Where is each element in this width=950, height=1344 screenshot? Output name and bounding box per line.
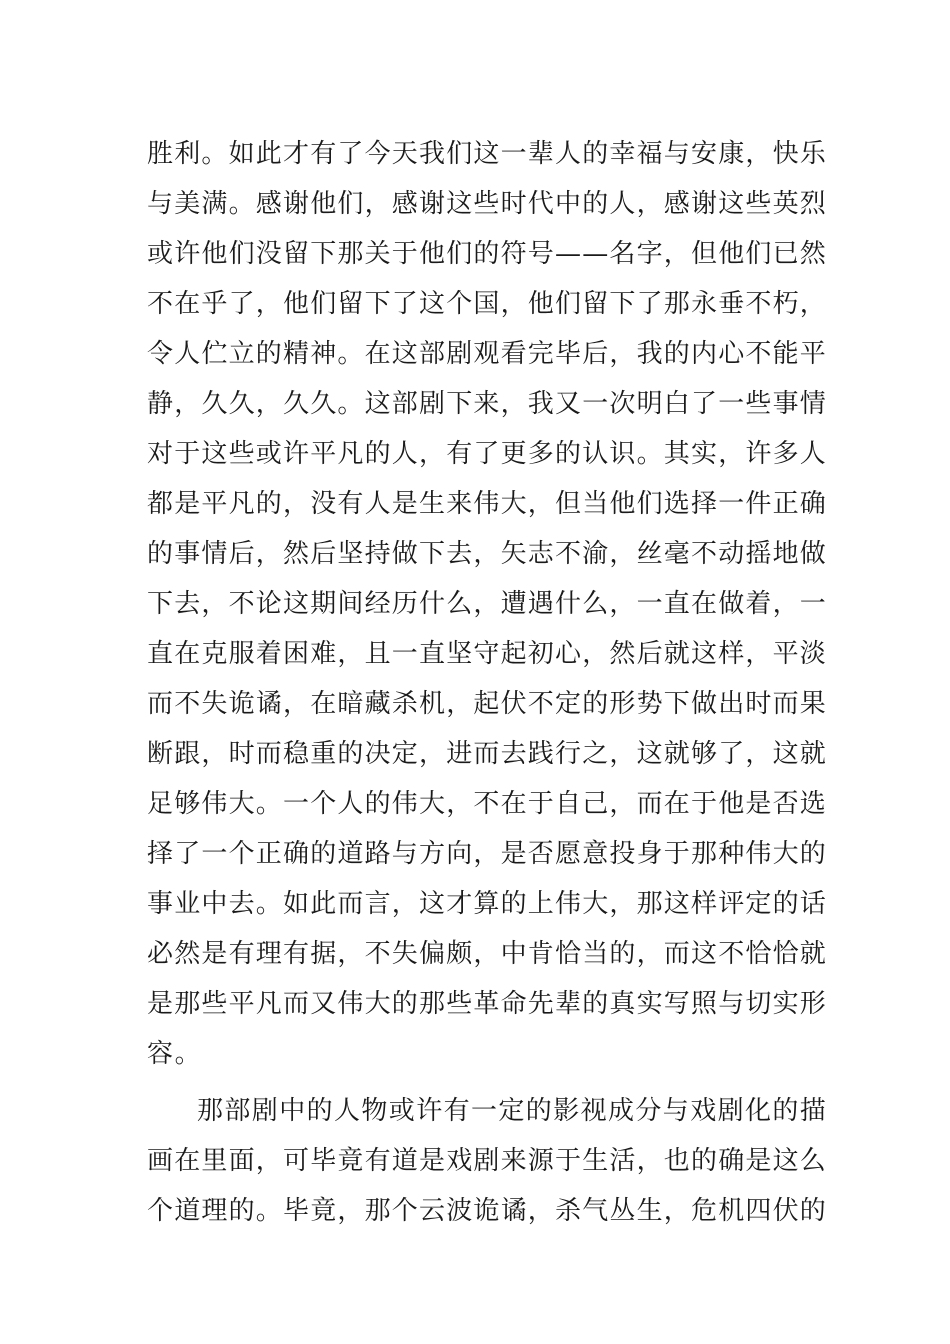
text-line: 画在里面，可毕竟有道是戏剧来源于生活，也的确是这么 — [147, 1146, 828, 1176]
text-line: 足够伟大。一个人的伟大，不在于自己，而在于他是否选 — [147, 789, 828, 819]
paragraph-first-line: 那部剧中的人物或许有一定的影视成分与戏剧化的描 — [197, 1096, 828, 1126]
text-line: 事业中去。如此而言，这才算的上伟大，那这样评定的话 — [147, 889, 828, 919]
text-line: 的事情后，然后坚持做下去，矢志不渝，丝毫不动摇地做 — [147, 539, 828, 569]
text-line: 不在乎了，他们留下了这个国，他们留下了那永垂不朽， — [147, 289, 828, 319]
text-line: 是那些平凡而又伟大的那些革命先辈的真实写照与切实形 — [147, 989, 828, 1019]
text-line: 择了一个正确的道路与方向，是否愿意投身于那种伟大的 — [147, 839, 828, 869]
text-line: 对于这些或许平凡的人，有了更多的认识。其实，许多人 — [147, 439, 828, 469]
text-line: 令人伫立的精神。在这部剧观看完毕后，我的内心不能平 — [147, 339, 828, 369]
text-line: 静，久久，久久。这部剧下来，我又一次明白了一些事情 — [147, 389, 828, 419]
text-line: 必然是有理有据，不失偏颇，中肯恰当的，而这不恰恰就 — [147, 939, 828, 969]
text-line: 个道理的。毕竟，那个云波诡谲，杀气丛生，危机四伏的 — [147, 1196, 828, 1226]
text-line: 或许他们没留下那关于他们的符号——名字，但他们已然 — [147, 239, 828, 269]
text-line: 胜利。如此才有了今天我们这一辈人的幸福与安康，快乐 — [147, 139, 828, 169]
text-line: 都是平凡的，没有人是生来伟大，但当他们选择一件正确 — [147, 489, 828, 519]
text-line: 断跟，时而稳重的决定，进而去践行之，这就够了，这就 — [147, 739, 828, 769]
text-line: 直在克服着困难，且一直坚守起初心，然后就这样，平淡 — [147, 639, 828, 669]
text-line: 而不失诡谲，在暗藏杀机，起伏不定的形势下做出时而果 — [147, 689, 828, 719]
text-line: 容。 — [147, 1039, 203, 1069]
text-line: 与美满。感谢他们，感谢这些时代中的人，感谢这些英烈 — [147, 189, 828, 219]
text-line: 下去，不论这期间经历什么，遭遇什么，一直在做着，一 — [147, 589, 828, 619]
